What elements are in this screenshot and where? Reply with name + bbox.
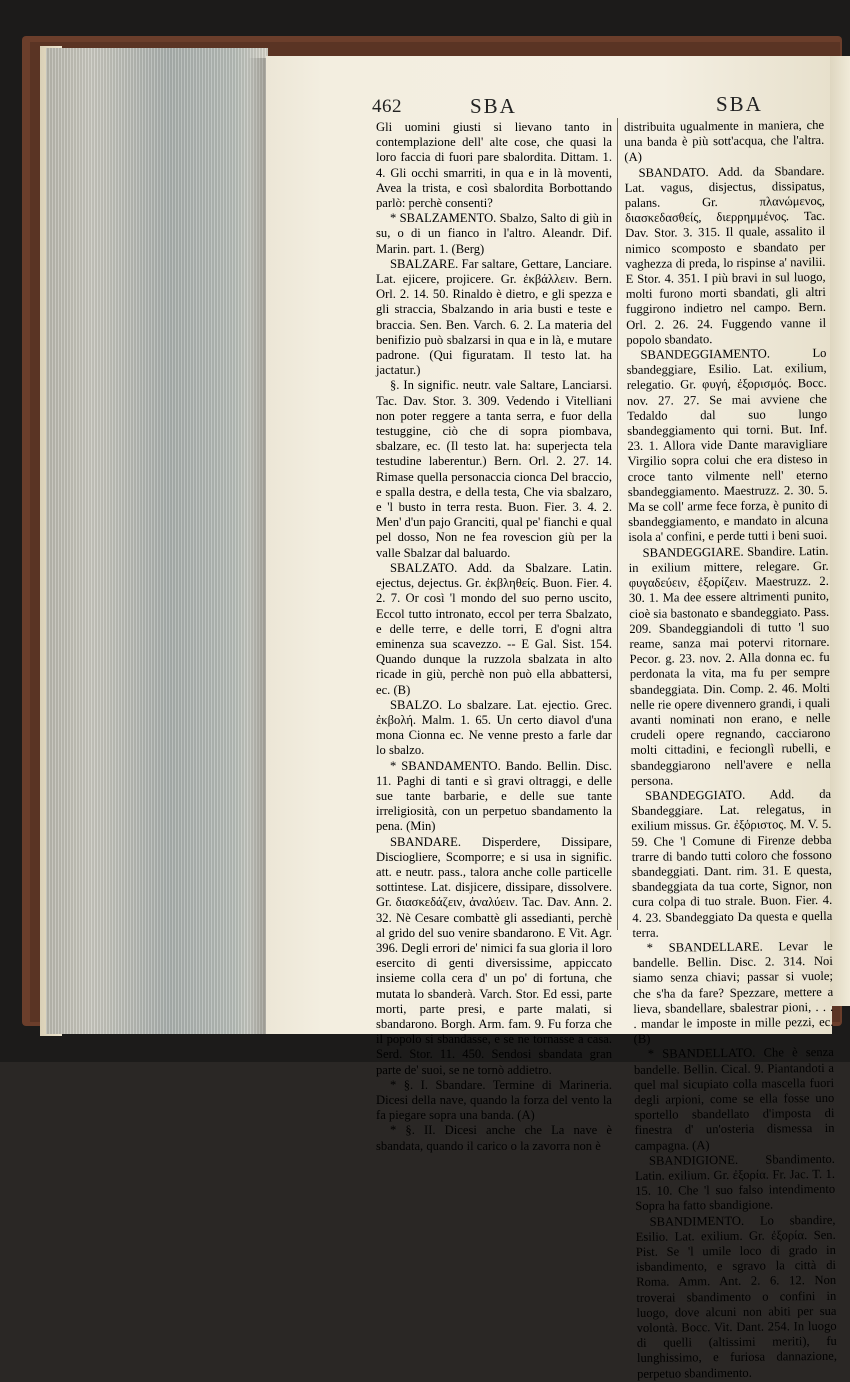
gutter-shadow [248, 58, 268, 1034]
entry-paragraph: * SBANDELLARE. Levar le bandelle. Bellin. Disc. 2. 314. Noi siamo senza chiavi; passar si vuole; che s'ha da fare? Spezzare, mettere a lieva, sbandellare, sbalestrar pioni, . . . . mandar le imposte in mille pezzi, ec. (B) [632, 938, 834, 1047]
page-stack [46, 48, 268, 1034]
entry-paragraph: SBANDEGGIATO. Add. da Sbandeggiare. Lat. relegatus, in exilium missus. Gr. ἐξόριστος. M. V. 5. 59. Che 'l Comune di Firenze debba trarre di bando tutti coloro che fossono sbandeggiati. Dant. rim. 31. E questa, sbandeggiata da tua corte, Signor, non cura colpa di tuo strale. Buon. Fier. 4. 4. 23. Sbandeggiato Da questa e quella terra. [631, 786, 833, 940]
right-column [624, 117, 838, 1381]
entry-paragraph: SBALZARE. Far saltare, Gettare, Lanciare. Lat. ejicere, projicere. Gr. ἐκβάλλειν. Bern. Orl. 2. 14. 50. Rinaldo è dietro, e gli spezza e gli straccia, Sbalzando in aria busti e teste e braccia. Sen. Ben. Varch. 6. 2. La materia del benifizio può sbalzarsi in qua e in là, e mutare padrone. (Qui figuratam. Il testo lat. ha jactatur.) [376, 256, 612, 378]
running-head-left: SBA [470, 94, 517, 118]
entry-paragraph: Gli uomini giusti si lievano tanto in contemplazione dell' alte cose, che quasi la loro faccia di fuori pare sbalordita. Dittam. 1. 4. Gli occhi smarriti, in qua e in là moventi, Avea la trista, e così sbalordita Borbottando parlò: perchè consenti? [376, 120, 612, 211]
left-column [376, 120, 612, 1153]
entry-paragraph: SBANDARE. Disperdere, Dissipare, Disciogliere, Scomporre; e si usa in signific. att. e neutr. pass., talora anche colle particelle sottintese. Lat. disjicere, dissipare, dissolvere. Gr. διασκεδάζειν, ἀναλύειν. Tac. Dav. Ann. 2. 32. Nè Cesare combattè gli assedianti, perchè al grido del suo venire sbandarono. E Vit. Agr. 396. Degli errori de' nimici fa sua gloria il loro esercito di genti diversissime, appiccato insieme colla cera d' un po' di fortuna, che mutata lo sbanderà. Varch. Stor. Ed essi, parte morti, parte presi, e parte malati, si sbandarono. Borgh. Arm. fam. 9. Fu forza che il popolo si sbandasse, e se ne tornasse a casa. Serd. Stor. 11. 450. Sendosi sbandata gran parte de' suoi, se ne tornò addietro. [376, 834, 612, 1077]
entry-paragraph: distribuita ugualmente in maniera, che una banda è più sott'acqua, che l'altra. (A) [624, 117, 825, 165]
page-number: 462 [372, 96, 402, 117]
entry-paragraph: SBALZO. Lo sbalzare. Lat. ejectio. Grec. ἐκβολή. Malm. 1. 65. Un certo diavol d'una mona Cionna ec. Ne venne presto a farle dar lo sbalzo. [376, 697, 612, 758]
column-divider [617, 118, 618, 930]
entry-paragraph: * SBANDELLATO. Che è senza bandelle. Bellin. Cical. 9. Piantandoti a quel mal sicupiato colla mascella fuori degli arpioni, come se ella fosse uno sportello sbandellato d'imposta di finestra d' un'osteria dismessa in campagna. (A) [633, 1045, 835, 1153]
running-head-right: SBA [716, 92, 763, 116]
entry-paragraph: SBANDEGGIAMENTO. Lo sbandeggiare, Esilio. Lat. exilium, relegatio. Gr. φυγή, ἐξορισμός. Bocc. nov. 27. 27. Se mai avviene che Tedaldo dal suo lungo sbandeggiamento qui torni. But. Inf. 23. 1. Allora vide Dante maravigliare Virgilio sopra colui che era disteso in croce tanto vilmente nell' eterno sbandeggiamento. Maestruzz. 2. 30. 5. Ma se coll' arme fece forza, è punito di sbandeggiamento, e mandato in alcuna isola a' confini, e perde tutti i beni suoi. [626, 345, 829, 545]
entry-paragraph: SBALZATO. Add. da Sbalzare. Latin. ejectus, dejectus. Gr. ἐκβληθείς. Buon. Fier. 4. 2. 7. Or così 'l mondo del suo perno uscito, Eccol tutto intronato, eccol per terra Sbalzato, e delle terre, e delle torri, E d'ogni altra eminenza sua scavezzo. -- E Gal. Sist. 154. Quando dunque la ruzzola sbalzata in alto ricade in giù, perchè non può ella abbattersi, ec. (B) [376, 560, 612, 697]
entry-paragraph: §. In signific. neutr. vale Saltare, Lanciarsi. Tac. Dav. Stor. 3. 309. Vedendo i Vitelliani non poter reggere a tanta serra, e fuor della testuggine, ciò che di sopra piombava, sbalzare, ec. (Il testo lat. ha: superjecta tela testudine laberentur.) Bern. Orl. 2. 27. 14. Rimase quella personaccia cionca Del braccio, e spalla destra, e della testa, Che via sbalzaro, e 'l busto in terra resta. Buon. Fier. 3. 4. 2. Men' d'un pajo Granciti, qual pe' fianchi e qual pel dosso, Non ne fea rovescion giù per la valle Sbalzar dal baluardo. [376, 378, 612, 560]
entry-paragraph: * SBANDAMENTO. Bando. Bellin. Disc. 11. Paghi di tanti e sì gravi oltraggi, e delle sue tante barbarie, e delle sue tante irreligiosità, con un perpetuo sbandamento la pena. (Min) [376, 758, 612, 834]
entry-paragraph: SBANDATO. Add. da Sbandare. Lat. vagus, disjectus, dissipatus, palans. Gr. πλανώμενος, διασκεδασθείς, διερρημμένος. Tac. Dav. Stor. 3. 315. Il quale, assalito il nimico scomposto e sbandato per vaghezza di preda, lo rispinse a' navilii. E Stor. 4. 351. I più bravi in sul luogo, molti furono morti sbandati, gli altri fuggirono indietro nel campo. Bern. Orl. 2. 26. 24. Fuggendo vanne il popolo sbandato. [624, 163, 827, 347]
entry-paragraph: SBANDIMENTO. Lo sbandire, Esilio. Lat. exilium. Gr. ἐξορία. Sen. Pist. Se 'l umile loco di grado in isbandimento, e sgravo la città di Roma. Amm. Ant. 2. 6. 12. Non troverai sbandimento o confini in luogo, dove alcuni non abiti per sua volontà. Bocc. Vit. Dant. 254. In luogo di quelli (altissimi meriti), fu lunghissimo, e furiosa dannazione, perpetuo sbandimento. [635, 1212, 838, 1381]
entry-paragraph: SBANDIGIONE. Sbandimento. Latin. exilium. Gr. ἐξορία. Fr. Jac. T. 1. 15. 10. Che 'l suo falso intendimento Sopra ha fatto sbandigione. [634, 1151, 836, 1214]
entry-paragraph: SBANDEGGIARE. Sbandire. Latin. in exilium mittere, relegare. Gr. φυγαδεύειν, ἐξορίζειν. Maestruzz. 2. 30. 1. Ma dee essere altrimenti punito, cioè sia bastonato e sbandeggiato. Pass. 209. Sbandeggiandoli di tutto 'l suo reame, sanza mai potervi ritornare. Pecor. g. 23. nov. 2. Alla donna ec. fu perdonata la vita, ma fu per sempre sbandeggiata. Din. Comp. 2. 46. Molti nelle rie opere divennero grandi, i quali avanti nominati non erano, e nelle crudeli opere regnando, cacciarono molti cittadini, e fecionglì rubelli, e sbandeggiarono nell'avere e nella persona. [628, 543, 831, 788]
entry-paragraph: * §. I. Sbandare. Termine di Marineria. Dicesi della nave, quando la forza del vento la fa piegare sopra una banda. (A) [376, 1077, 612, 1123]
next-page-edge [830, 56, 850, 1006]
entry-paragraph: * SBALZAMENTO. Sbalzo, Salto di giù in su, o di un fianco in l'altro. Aleandr. Dif. Marin. part. 1. (Berg) [376, 211, 612, 256]
entry-paragraph: * §. II. Dicesi anche che La nave è sbandata, quando il carico o la zavorra non è [376, 1123, 612, 1153]
